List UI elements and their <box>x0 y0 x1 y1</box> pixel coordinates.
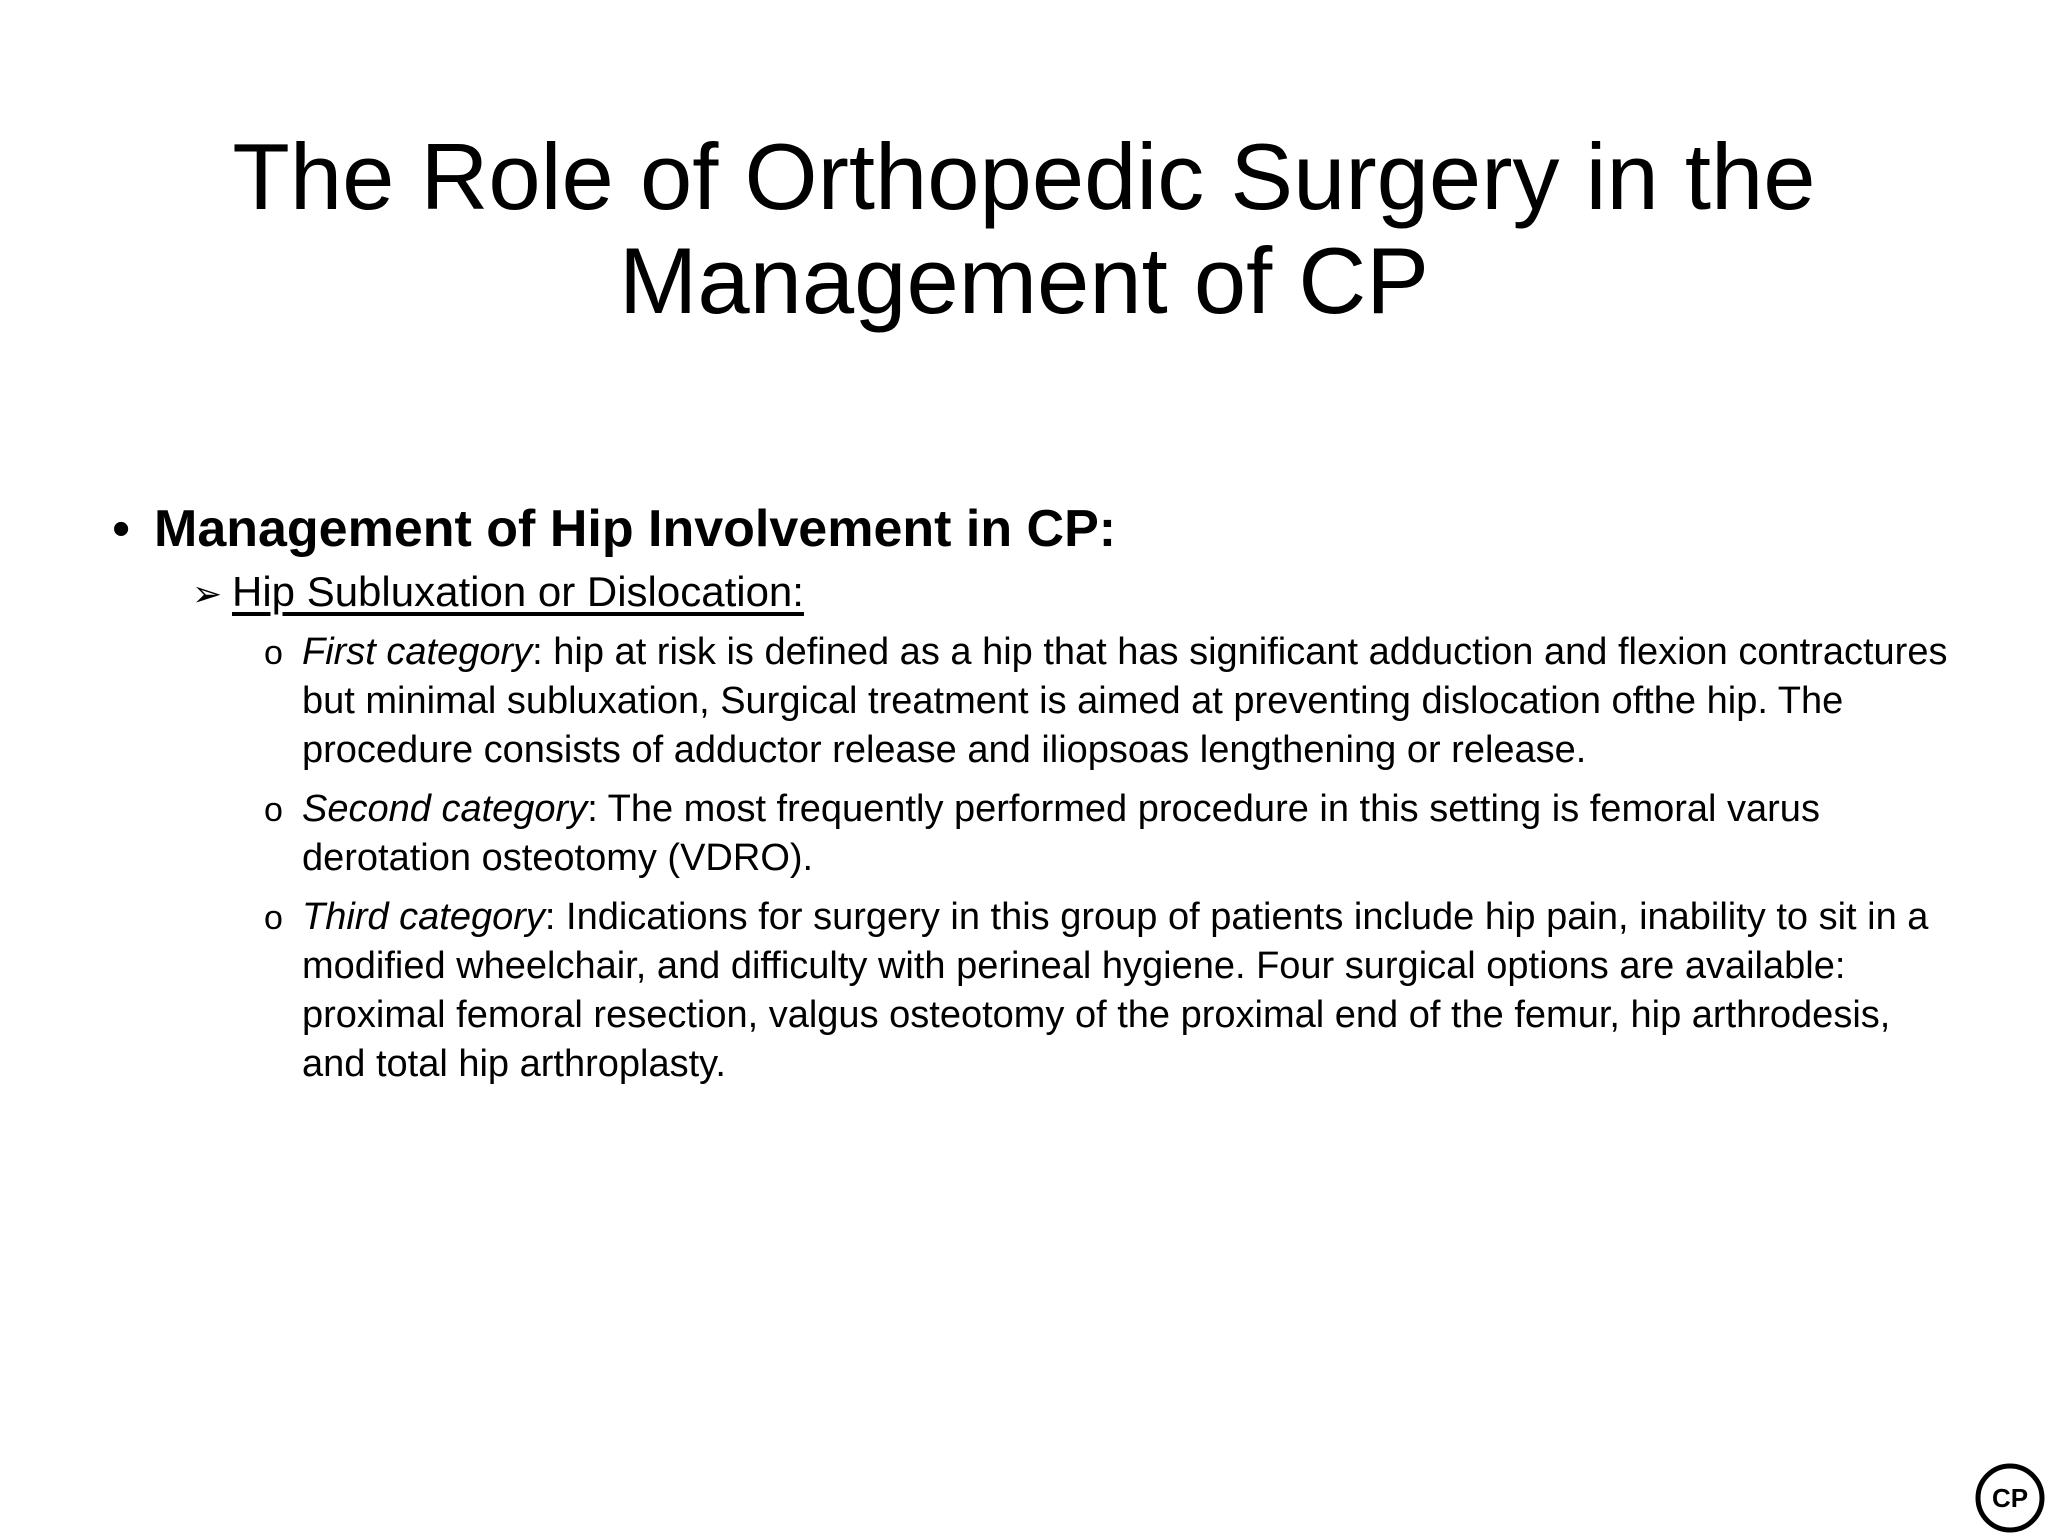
sub-bullet <box>192 562 1992 624</box>
list-item-text <box>302 628 1962 775</box>
category-description: : The most frequently performed procedure in this setting is femoral varus derotation osteotomy (VDRO). <box>302 788 1820 879</box>
category-term: Third category <box>302 896 545 938</box>
circle-bullet-icon: o <box>264 791 283 829</box>
arrow-bullet-icon: ➢ <box>192 573 223 614</box>
category-term: Second category <box>302 788 588 830</box>
list-item <box>264 628 1992 775</box>
logo-text: CP <box>1991 1483 2029 1513</box>
slide-title <box>0 125 2048 333</box>
category-description: : Indications for surgery in this group of patients include hip pain, inability to sit in a modified wheelchair, and difficulty with perineal hygiene. Four surgical options are available: proximal femoral resection, valgus osteotomy of the proximal end of the femur, hip arthrodesis, and total hip arthroplasty. <box>302 896 1929 1085</box>
bullet-dot: • <box>112 500 131 558</box>
category-description: : hip at risk is defined as a hip that has significant adduction and flexion contractures but minimal subluxation, Surgical treatment is aimed at preventing dislocation ofthe hip. The procedure consists of adductor release and iliopsoas lengthening or release. <box>302 631 1948 771</box>
circle-bullet-icon: o <box>264 899 283 937</box>
main-heading: Management of Hip Involvement in CP: <box>154 500 1117 558</box>
cp-logo-icon <box>1974 1462 2046 1534</box>
sub-heading: Hip Subluxation or Dislocation: <box>232 568 804 615</box>
category-list <box>264 628 1992 1089</box>
slide-body <box>112 496 1992 1099</box>
list-item-text <box>302 785 1962 883</box>
list-item <box>264 785 1992 883</box>
list-item <box>264 893 1992 1089</box>
list-item-text <box>302 893 1962 1089</box>
main-bullet <box>112 496 1992 562</box>
circle-bullet-icon: o <box>264 634 283 672</box>
category-term: First category <box>302 631 533 673</box>
slide-title-line-1: The Role of Orthopedic Surgery in the <box>232 124 1816 229</box>
slide-title-line-2: Management of CP <box>619 228 1429 333</box>
